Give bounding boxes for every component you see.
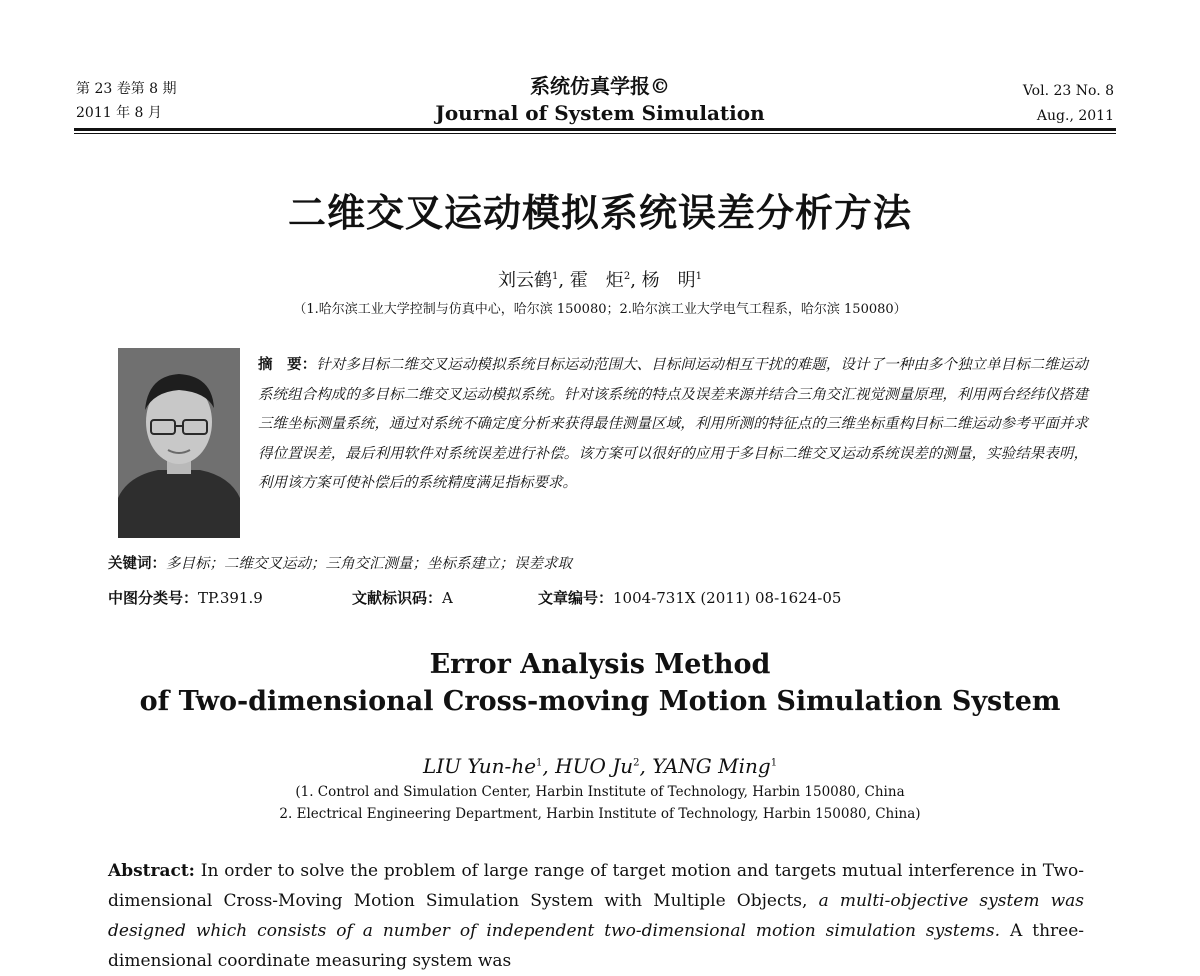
cn-abstract: 摘 要：针对多目标二维交叉运动模拟系统目标运动范围大、目标间运动相互干扰的难题，设计了一种由多个独立单目标二维运动系统组合构成的多目标二维交叉运动模拟系统。针对该系统的特点及误差来源并结合三角交汇视觉测量原理，利用两台经纬仪搭建三维坐标测量系统，通过对系统不确定度分析来获得最佳测量区域，利用所测的特征点的三维坐标重构目标二维运动参考平面并求得位置误差，最后利用软件对系统误差进行补偿。该方案可以很好的应用于多目标二维交叉运动系统误差的测量，实验结果表明，利用该方案可使补偿后的系统精度满足指标要求。 (258, 356, 1088, 491)
journal-title-cn: 系统仿真学报© (530, 74, 670, 98)
article-number-label: 文章编号： (538, 589, 614, 607)
header-rule-thick (74, 128, 1116, 131)
doc-code-value: A (442, 589, 453, 607)
cn-title: 二维交叉运动模拟系统误差分析方法 (287, 190, 912, 235)
en-title-line-2: of Two-dimensional Cross-moving Motion Simulation System (139, 686, 1061, 717)
en-abstract-label: Abstract: (108, 861, 195, 881)
doc-code-label: 文献标识码： (352, 589, 443, 607)
en-affiliation-2: 2. Electrical Engineering Department, Harbin Institute of Technology, Harbin 150080, China) (279, 806, 921, 822)
person-portrait-icon (118, 348, 240, 538)
en-author-2: HUO Ju (555, 754, 634, 778)
en-authors: LIU Yun-$he^1$, HUO Ju$^2$, YANG Ming$^1$ (422, 754, 778, 778)
article-number (538, 587, 841, 608)
volume-info: Vol. 23 No. 8 (1022, 83, 1114, 99)
cn-abstract-label: 摘 要 (258, 356, 302, 373)
doc-code (352, 587, 453, 608)
cn-author-3: 杨 明 (641, 270, 696, 291)
clc-label: 中图分类号： (108, 589, 199, 607)
clc-number (108, 587, 263, 608)
cn-authors: 刘云鹤$^1$, 霍 炬$^2$, 杨 明$^1$ (497, 270, 703, 291)
cn-abstract-text: 针对多目标二维交叉运动模拟系统目标运动范围大、目标间运动相互干扰的难题，设计了一种由多个独立单目标二维运动系统组合构成的多目标二维交叉运动模拟系统。针对该系统的特点及误差来源并结合三角交汇视觉测量原理，利用两台经纬仪搭建三维坐标测量系统，通过对系统不确定度分析来获得最佳测量区域，利用所测的特征点的三维坐标重构目标二维运动参考平面并求得位置误差，最后利用软件对系统误差进行补偿。该方案可以很好的应用于多目标二维交叉运动系统误差的测量，实验结果表明，利用该方案可使补偿后的系统精度满足指标要求。 (258, 357, 1088, 491)
date-cn: 2011 年 8 月 (76, 105, 162, 121)
author-photo (118, 348, 240, 538)
journal-title-en: Journal of System Simulation (435, 101, 765, 125)
en-abstract-italic: a multi-objective system was designed which consists of a number of independent two-dimensional motion simulation systems. (108, 891, 1084, 941)
cn-keywords-text: 多目标；二维交叉运动；三角交汇测量；坐标系建立；误差求取 (166, 556, 572, 572)
en-author-3: YANG Ming (652, 754, 771, 778)
header-rule-thin (74, 133, 1116, 134)
en-affiliation-1: (1. Control and Simulation Center, Harbin Institute of Technology, Harbin 150080, China (295, 784, 905, 800)
en-author-1: LIU Yun-he (422, 754, 537, 778)
clc-value: TP.391.9 (198, 589, 263, 607)
cn-keywords (108, 552, 572, 573)
en-abstract (108, 856, 1084, 976)
en-title-line-1: Error Analysis Method (429, 649, 771, 680)
cn-author-2: 霍 炬 (569, 270, 624, 291)
date-en: Aug., 2011 (1036, 108, 1114, 124)
issue-cn: 第 23 卷第 8 期 (76, 81, 177, 97)
cn-affiliation: （1.哈尔滨工业大学控制与仿真中心，哈尔滨 150080；2.哈尔滨工业大学电气工程系，哈尔滨 150080） (293, 302, 907, 317)
cn-keywords-label: 关键词： (108, 555, 166, 572)
en-abstract-part-1: In order to solve the problem of large range of target motion and targets mutual interference in Two-dimensional Cross-Moving Motion Simulation System with Multiple Objects, (108, 861, 1084, 911)
en-abstract-part-2: A three-dimensional coordinate measuring system was (108, 921, 1085, 971)
article-number-value: 1004-731X (2011) 08-1624-05 (613, 589, 842, 607)
cn-author-1: 刘云鹤 (497, 270, 552, 291)
